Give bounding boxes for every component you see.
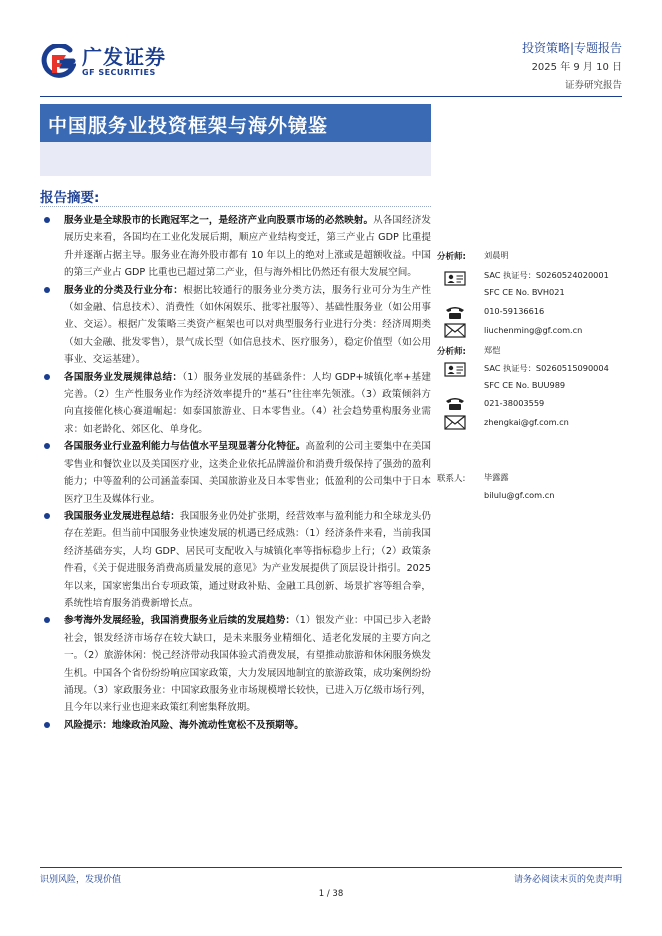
id-card-icon bbox=[444, 362, 466, 377]
abstract-bullet bbox=[40, 282, 431, 369]
footer-disclaimer[interactable]: 请务必阅读末页的免责声明 bbox=[513, 875, 622, 885]
contact-name: 毕露露 bbox=[484, 472, 509, 482]
analyst-sfc: SFC CE No. BUU989 bbox=[484, 380, 566, 390]
bullet-body: 高盈利的公司主要集中在美国零售业和餐饮业以及美国医疗业，这类企业依托品牌溢价和消费升级保持了强劲的盈利能力；中等盈利的公司涵盖泰国、美国旅游业及日本零售业；低盈利的公司集中于日本医疗卫生及媒体行业。 bbox=[64, 441, 432, 505]
report-header-info bbox=[522, 40, 622, 92]
bullet-body: 从各国经济发展历史来看，各国均在工业化发展后期，顺应产业结构变迁，第三产业占 GDP 比重提升并逐渐占据主导。服务业在海外股市都有 10 年以上的绝对上涨或是超额收益。中国的第三产业占 GDP 比重也已超过第二产业，但与海外相比仍然还有很大发展空间。 bbox=[64, 215, 432, 279]
bullet-body: （1）银发产业：中国已步入老龄社会，银发经济市场存在较大缺口，是未来服务业精细化、适老化发展的主要方向之一。（2）旅游休闲：悦己经济带动我国体验式消费发展，有望推动旅游和休闲服务焕发生机。中国各个省份纷纷响应国家政策，大力发展因地制宜的旅游政策，成功案例纷纷涌现。（3）家政服务业：中国家政服务业市场规模增长较快，已进入万亿级市场行列，且今年以来行业也迎来政策红利密集释放期。 bbox=[64, 615, 431, 714]
bullet-lead: 服务业是全球股市的长跑冠军之一，是经济产业向股票市场的必然映射。 bbox=[64, 215, 374, 226]
abstract-bullet bbox=[40, 508, 431, 612]
bullet-lead: 各国服务业发展规律总结： bbox=[64, 371, 183, 383]
analyst-label: 分析师: bbox=[437, 347, 466, 357]
header-divider bbox=[40, 96, 622, 97]
analyst-name: 刘晨明 bbox=[484, 250, 509, 260]
bullet-body: （1）服务业发展的基础条件：人均 GDP+城镇化率+基建完善。（2）生产性服务业作为经济效率提升的“基石”往往率先领涨。（3）政策倾斜方向直接催化核心赛道崛起：如泰国旅游业、日本零售业。（4）社会趋势重构服务业需求：如老龄化、郊区化、单身化。 bbox=[64, 371, 431, 435]
analyst-sfc: SFC CE No. BVH021 bbox=[484, 287, 565, 297]
bullet-body: 我国服务业仍处扩张期，经营效率与盈利能力和全球龙头仍存在差距。但当前中国服务业快速发展的机遇已经成熟：（1）经济条件来看，当前我国经济基础夯实，人均 GDP、居民可支配收入与城镇化率等指标稳步上行；（2）政策条件看，《关于促进服务消费高质量发展的意见》为产业发展提供了顶层设计指引。2025 年以来，国家密集出台专项政策，通过财政补贴、金融工具创新、场景扩容等组合拳，系统性培育服务消费新增长点。 bbox=[64, 510, 432, 609]
title-subband bbox=[40, 142, 431, 176]
brand-name-cn: 广发证券 bbox=[82, 45, 166, 69]
bullet-lead: 风险提示：地缘政治风险、海外流动性宽松不及预期等。 bbox=[64, 719, 304, 731]
contact-email[interactable]: bilulu@gf.com.cn bbox=[484, 490, 555, 500]
analyst-sac: SAC 执证号：S0260515090004 bbox=[484, 363, 609, 373]
analyst-phone: 010-59136616 bbox=[484, 306, 545, 316]
abstract-bullet bbox=[40, 438, 431, 508]
analyst-label: 分析师: bbox=[437, 252, 466, 262]
analyst-phone: 021-38003559 bbox=[484, 398, 545, 408]
abstract-bullet bbox=[40, 212, 431, 282]
bullet-body: 根据比较通行的服务业分类方法，服务行业可分为生产性（如金融、信息技术）、消费性（如休闲娱乐、批零社服等）、基础性服务业（如公用事业、交运）。根据广发策略三类资产框架也可以对典型服务行业进行分类：经济周期类（如大金融、批发零售），景气成长型（如信息技术、医疗服务），稳定价值型（如公用事业、交运基建）。 bbox=[64, 284, 432, 366]
analyst-sac: SAC 执证号：S0260524020001 bbox=[484, 270, 609, 280]
page-number: 1 / 38 bbox=[318, 889, 344, 899]
report-title: 中国服务业投资框架与海外镜鉴 bbox=[48, 115, 329, 137]
id-card-icon bbox=[444, 271, 466, 286]
report-type: 投资策略|专题报告 bbox=[521, 41, 622, 55]
gf-logo-icon bbox=[40, 44, 76, 80]
abstract-bullets bbox=[40, 212, 431, 734]
mail-icon bbox=[444, 323, 466, 338]
phone-icon bbox=[444, 396, 466, 411]
footer-slogan: 识别风险，发现价值 bbox=[40, 875, 122, 885]
phone-icon bbox=[444, 305, 466, 320]
mail-icon bbox=[444, 415, 466, 430]
bullet-lead: 服务业的分类及行业分布： bbox=[64, 284, 184, 296]
abstract-divider bbox=[40, 206, 431, 207]
bullet-lead: 各国服务业行业盈利能力与估值水平呈现显著分化特征。 bbox=[64, 441, 306, 453]
analyst-email[interactable]: zhengkai@gf.com.cn bbox=[484, 417, 569, 427]
footer-divider bbox=[40, 867, 622, 868]
abstract-bullet bbox=[40, 717, 431, 734]
brand-name-en: GF SECURITIES bbox=[82, 68, 156, 77]
analyst-email[interactable]: liuchenming@gf.com.cn bbox=[484, 325, 583, 335]
abstract-bullet bbox=[40, 612, 431, 716]
analyst-name: 郑恺 bbox=[484, 345, 501, 355]
abstract-bullet bbox=[40, 369, 431, 439]
company-logo bbox=[40, 44, 166, 80]
report-dept: 证券研究报告 bbox=[564, 80, 622, 91]
report-date: 2025 年 9 月 10 日 bbox=[531, 62, 622, 73]
title-bar bbox=[40, 104, 431, 142]
bullet-lead: 参考海外发展经验，我国消费服务业后续的发展趋势： bbox=[64, 615, 295, 627]
abstract-heading: 报告摘要: bbox=[40, 190, 100, 206]
bullet-lead: 我国服务业发展进程总结： bbox=[64, 510, 180, 522]
contact-label: 联系人: bbox=[437, 474, 466, 484]
